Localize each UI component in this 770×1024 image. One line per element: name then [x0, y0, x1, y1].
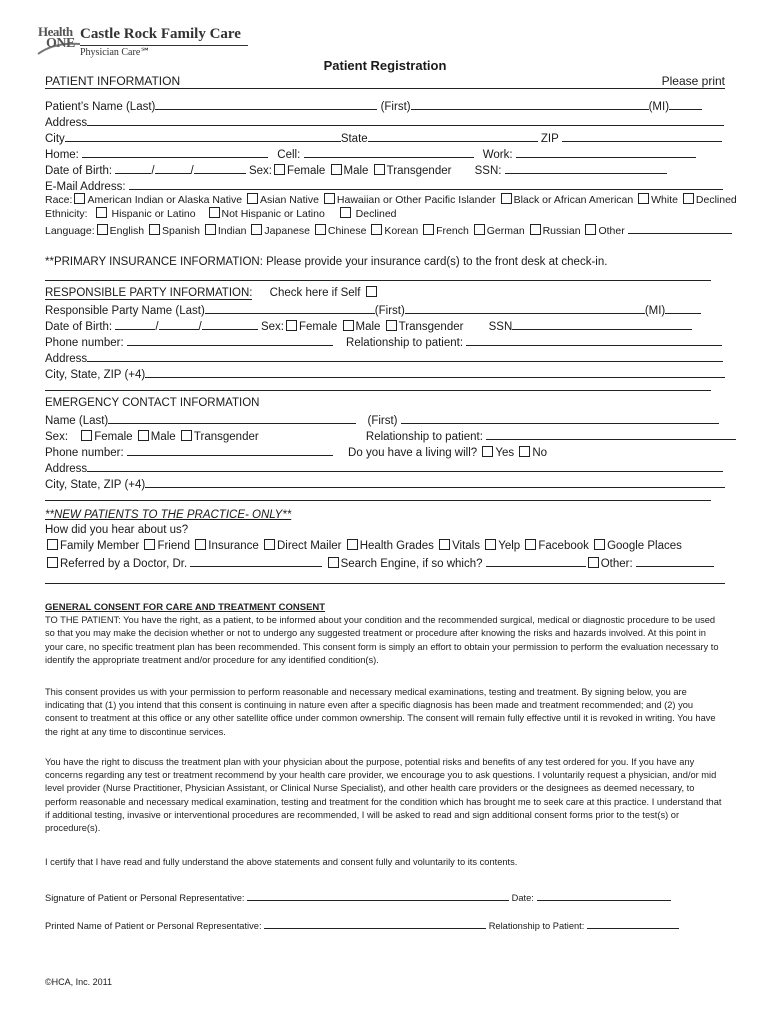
logo-rule: [80, 45, 248, 46]
race-black-checkbox[interactable]: [501, 193, 512, 204]
ethnicity-option: Not Hispanic or Latino: [221, 208, 325, 220]
org-subtitle: Physician Care℠: [80, 47, 151, 58]
language-english-checkbox[interactable]: [97, 224, 108, 235]
dob-day-field[interactable]: [155, 162, 191, 174]
language-other-checkbox[interactable]: [585, 224, 596, 235]
language-option: Spanish: [162, 225, 200, 237]
responsible-city-row: [45, 366, 725, 382]
referral-other-checkbox[interactable]: [588, 557, 599, 568]
printed-name-label: Printed Name of Patient or Personal Representative:: [45, 921, 262, 931]
referral-direct-mailer-checkbox[interactable]: [264, 539, 275, 550]
dob-month-field[interactable]: [115, 162, 151, 174]
work-phone-field[interactable]: [516, 146, 696, 158]
patient-email-field[interactable]: [129, 178, 723, 190]
emergency-sex-female-checkbox[interactable]: [81, 430, 92, 441]
language-option: Chinese: [327, 225, 367, 237]
living-will-yes-checkbox[interactable]: [482, 446, 493, 457]
referral-options-row: [45, 539, 682, 553]
responsible-heading: RESPONSIBLE PARTY INFORMATION:: [45, 287, 253, 299]
consent-paragraph-2: This consent provides us with your permission to perform reasonable and necessary medical examinations, testing and treatment. By signing below, you are indicating that (1) you intend that this consent is continuing in nature even after a specific diagnosis has been made and treatment recommended; and (2) you consent to treatment at this office or any other satellite office under common ownership. The consent will remain fully effective until it is revoked in writing. You have the right at any time to discontinue services.: [45, 687, 716, 737]
language-spanish-checkbox[interactable]: [149, 224, 160, 235]
sex-transgender-checkbox[interactable]: [374, 164, 385, 175]
referral-health-grades-checkbox[interactable]: [347, 539, 358, 550]
patient-dob-label: Date of Birth:: [45, 165, 113, 177]
referral-other-field[interactable]: [636, 555, 714, 567]
patient-phone-row: [45, 146, 696, 162]
responsible-sex-transgender-checkbox[interactable]: [386, 320, 397, 331]
responsible-address-row: [45, 350, 723, 366]
referral-options-row-2: [45, 555, 714, 571]
check-self-checkbox[interactable]: [366, 286, 377, 297]
race-declined-checkbox[interactable]: [683, 193, 694, 204]
language-row: [45, 222, 732, 238]
dob-year-field[interactable]: [194, 162, 246, 174]
living-will-no-checkbox[interactable]: [519, 446, 530, 457]
logo-one-text: ONE: [46, 36, 75, 51]
responsible-male-label: Male: [355, 321, 381, 333]
race-hawaiian-checkbox[interactable]: [324, 193, 335, 204]
referral-option: Facebook: [538, 540, 589, 552]
responsible-sex-label: Sex:: [260, 321, 284, 333]
responsible-dob-year-field[interactable]: [202, 318, 258, 330]
referral-doctor-checkbox[interactable]: [47, 557, 58, 568]
responsible-ssn-field[interactable]: [512, 318, 692, 330]
language-option: Japanese: [264, 225, 310, 237]
signature-date-field[interactable]: [537, 889, 671, 901]
responsible-sex-female-checkbox[interactable]: [286, 320, 297, 331]
emergency-heading: EMERGENCY CONTACT INFORMATION: [45, 397, 260, 409]
responsible-phone-label: Phone number:: [45, 337, 124, 349]
emergency-rule: [45, 500, 711, 501]
referral-option: Insurance: [208, 540, 259, 552]
ethnicity-not-hispanic-checkbox[interactable]: [209, 207, 220, 218]
emergency-phone-label: Phone number:: [45, 447, 124, 459]
emergency-relationship-label: Relationship to patient:: [365, 431, 483, 443]
responsible-phone-row: [45, 334, 722, 350]
home-phone-label: Home:: [45, 149, 79, 161]
emergency-phone-field[interactable]: [127, 444, 333, 456]
emergency-city-field[interactable]: [145, 476, 725, 488]
new-patients-heading: **NEW PATIENTS TO THE PRACTICE- ONLY**: [45, 509, 292, 521]
responsible-city-field[interactable]: [145, 366, 725, 378]
signature-label: Signature of Patient or Personal Representative:: [45, 893, 245, 903]
patient-ssn-label: SSN:: [474, 165, 502, 177]
responsible-header-row: [45, 286, 379, 300]
responsible-dob-month-field[interactable]: [115, 318, 155, 330]
referral-yelp-checkbox[interactable]: [485, 539, 496, 550]
language-french-checkbox[interactable]: [423, 224, 434, 235]
copyright-footer: ©HCA, Inc. 2011: [45, 977, 112, 987]
please-print-note: Please print: [661, 74, 725, 88]
language-russian-checkbox[interactable]: [530, 224, 541, 235]
patient-address-label: Address: [45, 117, 88, 129]
emergency-address-row: [45, 460, 723, 476]
responsible-transgender-label: Transgender: [398, 321, 464, 333]
responsible-last-name-label: Responsible Party Name (Last): [45, 305, 205, 317]
emergency-male-label: Male: [150, 431, 176, 443]
insurance-note: **PRIMARY INSURANCE INFORMATION: Please provide your insurance card(s) to the front desk at check-in.: [45, 256, 608, 268]
responsible-dob-row: Date of Birth: / / Sex: Female Male Transgender SSN: [45, 318, 692, 334]
responsible-city-label: City, State, ZIP (+4): [45, 369, 146, 381]
search-engine-label: Search Engine, if so which?: [340, 558, 483, 570]
language-option: German: [486, 225, 525, 237]
race-option: Hawaiian or Other Pacific Islander: [336, 194, 496, 206]
patient-info-header: [45, 74, 725, 89]
page-title: Patient Registration: [323, 58, 447, 73]
emergency-last-name-field[interactable]: [108, 412, 356, 424]
patient-city-field[interactable]: [65, 130, 341, 142]
emergency-city-label: City, State, ZIP (+4): [45, 479, 146, 491]
consent-section: [45, 601, 725, 667]
language-option: Other: [598, 225, 625, 237]
home-phone-field[interactable]: [82, 146, 268, 158]
emergency-sex-label: Sex:: [45, 431, 69, 443]
language-label: Language:: [45, 225, 95, 237]
emergency-first-name-label: (First): [367, 415, 398, 427]
printed-name-row: [45, 917, 679, 931]
consent-paragraph-4: I certify that I have read and fully understand the above statements and consent fully and voluntarily to its contents.: [45, 857, 518, 867]
ethnicity-declined-checkbox[interactable]: [340, 207, 351, 218]
language-option: English: [109, 225, 145, 237]
work-phone-label: Work:: [482, 149, 513, 161]
patient-state-label: State: [340, 133, 368, 145]
language-japanese-checkbox[interactable]: [251, 224, 262, 235]
hear-about-question: How did you hear about us?: [45, 524, 189, 536]
referral-facebook-checkbox[interactable]: [525, 539, 536, 550]
consent-heading: GENERAL CONSENT FOR CARE AND TREATMENT CONSENT: [45, 602, 326, 613]
sex-male-checkbox[interactable]: [331, 164, 342, 175]
race-option: White: [651, 194, 678, 206]
referral-option: Yelp: [498, 540, 521, 552]
emergency-address-label: Address: [45, 463, 88, 475]
patient-info-heading: PATIENT INFORMATION: [45, 74, 181, 88]
patient-zip-field[interactable]: [562, 130, 722, 142]
sex-male-label: Male: [343, 165, 369, 177]
responsible-address-field[interactable]: [87, 350, 723, 362]
sex-female-checkbox[interactable]: [274, 164, 285, 175]
responsible-female-label: Female: [298, 321, 338, 333]
race-option: American Indian or Alaska Native: [87, 194, 243, 206]
referral-other-label: Other:: [600, 558, 633, 570]
referral-insurance-checkbox[interactable]: [195, 539, 206, 550]
race-american-indian-checkbox[interactable]: [74, 193, 85, 204]
patient-name-row: [45, 98, 702, 114]
emergency-first-name-field[interactable]: [401, 412, 719, 424]
patient-city-label: City: [45, 133, 65, 145]
patient-address-field[interactable]: [87, 114, 724, 126]
check-self-label: Check here if Self: [269, 287, 361, 299]
language-option: Russian: [542, 225, 581, 237]
responsible-name-row: [45, 302, 701, 318]
responsible-last-name-field[interactable]: [205, 302, 375, 314]
emergency-last-name-label: Name (Last): [45, 415, 109, 427]
printed-relationship-field[interactable]: [587, 917, 679, 929]
language-chinese-checkbox[interactable]: [315, 224, 326, 235]
emergency-sex-transgender-checkbox[interactable]: [181, 430, 192, 441]
race-row: [45, 193, 737, 207]
sex-female-label: Female: [286, 165, 326, 177]
living-will-label: Do you have a living will?: [348, 447, 478, 459]
ethnicity-hispanic-checkbox[interactable]: [96, 207, 107, 218]
race-label: Race:: [45, 194, 73, 206]
responsible-sex-male-checkbox[interactable]: [343, 320, 354, 331]
emergency-sex-row: [45, 428, 736, 444]
referral-vitals-checkbox[interactable]: [439, 539, 450, 550]
referral-google-checkbox[interactable]: [594, 539, 605, 550]
living-will-yes-label: Yes: [495, 447, 515, 459]
emergency-name-row: [45, 412, 719, 428]
responsible-dob-label: Date of Birth:: [45, 321, 113, 333]
emergency-city-row: [45, 476, 725, 492]
referral-search-engine-checkbox[interactable]: [328, 557, 339, 568]
consent-paragraph-1: TO THE PATIENT: You have the right, as a patient, to be informed about your condition and the recommended surgical, medical or diagnostic procedure to be used so that you may make the decision whether or not to undergo any suggested treatment or procedure after knowing the risks and hazards involved. At this point in your care, no specific treatment plan has been recommended. This consent form is simply an effort to obtain your permission to perform the evaluation necessary to identify the appropriate treatment and/or procedure for any identified condition(s).: [45, 615, 719, 665]
responsible-dob-day-field[interactable]: [159, 318, 199, 330]
referral-option: Direct Mailer: [276, 540, 342, 552]
cell-phone-label: Cell:: [277, 149, 301, 161]
responsible-relationship-field[interactable]: [466, 334, 722, 346]
race-option: Asian Native: [260, 194, 319, 206]
living-will-no-label: No: [532, 447, 548, 459]
referred-doctor-label: Referred by a Doctor, Dr.: [60, 558, 188, 570]
referral-option: Health Grades: [359, 540, 434, 552]
signature-field[interactable]: [247, 889, 509, 901]
language-korean-checkbox[interactable]: [371, 224, 382, 235]
emergency-relationship-field[interactable]: [486, 428, 736, 440]
referral-family-checkbox[interactable]: [47, 539, 58, 550]
referred-doctor-field[interactable]: [190, 555, 322, 567]
consent-paragraph-3: You have the right to discuss the treatment plan with your physician about the purpose, potential risks and benefits of any test ordered for you. If you have any concerns regarding any test or treatment recommend by your health care provider, we encourage you to ask questions. I voluntarily request a physician, and/or mid level provider (Nurse Practitioner, Physician Assistant, or Clinical Nurse Specialist), and other health care providers or the designees as deemed necessary, to perform reasonable and necessary medical examination, testing and treatment for the condition which has brought me to seek care at this practice. I understand that if additional testing, invasive or interventional procedures are recommended, I will be asked to read and sign additional consent forms prior to the test(s) or procedure(s).: [45, 757, 722, 834]
race-white-checkbox[interactable]: [638, 193, 649, 204]
patient-email-label: E-Mail Address:: [45, 181, 126, 193]
emergency-address-field[interactable]: [87, 460, 723, 472]
ethnicity-row: [45, 207, 397, 221]
language-german-checkbox[interactable]: [474, 224, 485, 235]
patient-last-name-field[interactable]: [155, 98, 377, 110]
language-other-field[interactable]: [628, 222, 732, 234]
patient-dob-row: Date of Birth: / / Sex: Female Male Transgender SSN:: [45, 162, 667, 178]
language-indian-checkbox[interactable]: [205, 224, 216, 235]
responsible-phone-field[interactable]: [127, 334, 333, 346]
insurance-rule: [45, 280, 711, 281]
new-patients-rule: [45, 583, 725, 584]
race-asian-checkbox[interactable]: [247, 193, 258, 204]
referral-friend-checkbox[interactable]: [144, 539, 155, 550]
responsible-mi-label: (MI): [644, 305, 666, 317]
patient-address-row: [45, 114, 724, 130]
patient-first-name-label: (First): [380, 101, 411, 113]
emergency-transgender-label: Transgender: [193, 431, 259, 443]
patient-zip-label: ZIP: [540, 133, 559, 145]
referral-option: Google Places: [607, 540, 682, 552]
printed-name-field[interactable]: [264, 917, 486, 929]
ethnicity-option: Hispanic or Latino: [111, 208, 196, 220]
logo-health-text: Health: [38, 24, 73, 39]
referral-option: Vitals: [452, 540, 480, 552]
referral-option: Friend: [157, 540, 191, 552]
search-engine-field[interactable]: [486, 555, 586, 567]
patient-last-name-label: Patient’s Name (Last): [45, 101, 156, 113]
patient-city-row: [45, 130, 722, 146]
responsible-first-name-label: (First): [374, 305, 405, 317]
patient-email-row: [45, 178, 723, 194]
patient-sex-label: Sex:: [248, 165, 272, 177]
referral-option: Family Member: [60, 540, 140, 552]
language-option: French: [436, 225, 469, 237]
ethnicity-label: Ethnicity:: [45, 208, 88, 220]
race-option: Declined: [695, 194, 737, 206]
responsible-mi-field[interactable]: [665, 302, 701, 314]
org-name: Castle Rock Family Care: [80, 26, 241, 42]
emergency-phone-row: [45, 444, 547, 460]
signature-row: [45, 889, 671, 903]
patient-state-field[interactable]: [368, 130, 538, 142]
patient-mi-field[interactable]: [669, 98, 702, 110]
signature-date-label: Date:: [511, 893, 534, 903]
responsible-address-label: Address: [45, 353, 88, 365]
language-option: Indian: [217, 225, 247, 237]
language-option: Korean: [384, 225, 419, 237]
printed-relationship-label: Relationship to Patient:: [488, 921, 585, 931]
responsible-first-name-field[interactable]: [405, 302, 645, 314]
patient-mi-label: (MI): [648, 101, 670, 113]
responsible-ssn-label: SSN: [488, 321, 513, 333]
emergency-sex-male-checkbox[interactable]: [138, 430, 149, 441]
race-option: Black or African American: [513, 194, 634, 206]
patient-first-name-field[interactable]: [411, 98, 649, 110]
cell-phone-field[interactable]: [304, 146, 474, 158]
ethnicity-option: Declined: [355, 208, 397, 220]
patient-ssn-field[interactable]: [505, 162, 667, 174]
sex-transgender-label: Transgender: [386, 165, 452, 177]
emergency-female-label: Female: [94, 431, 133, 443]
responsible-rule: [45, 390, 711, 391]
responsible-relationship-label: Relationship to patient:: [346, 337, 464, 349]
